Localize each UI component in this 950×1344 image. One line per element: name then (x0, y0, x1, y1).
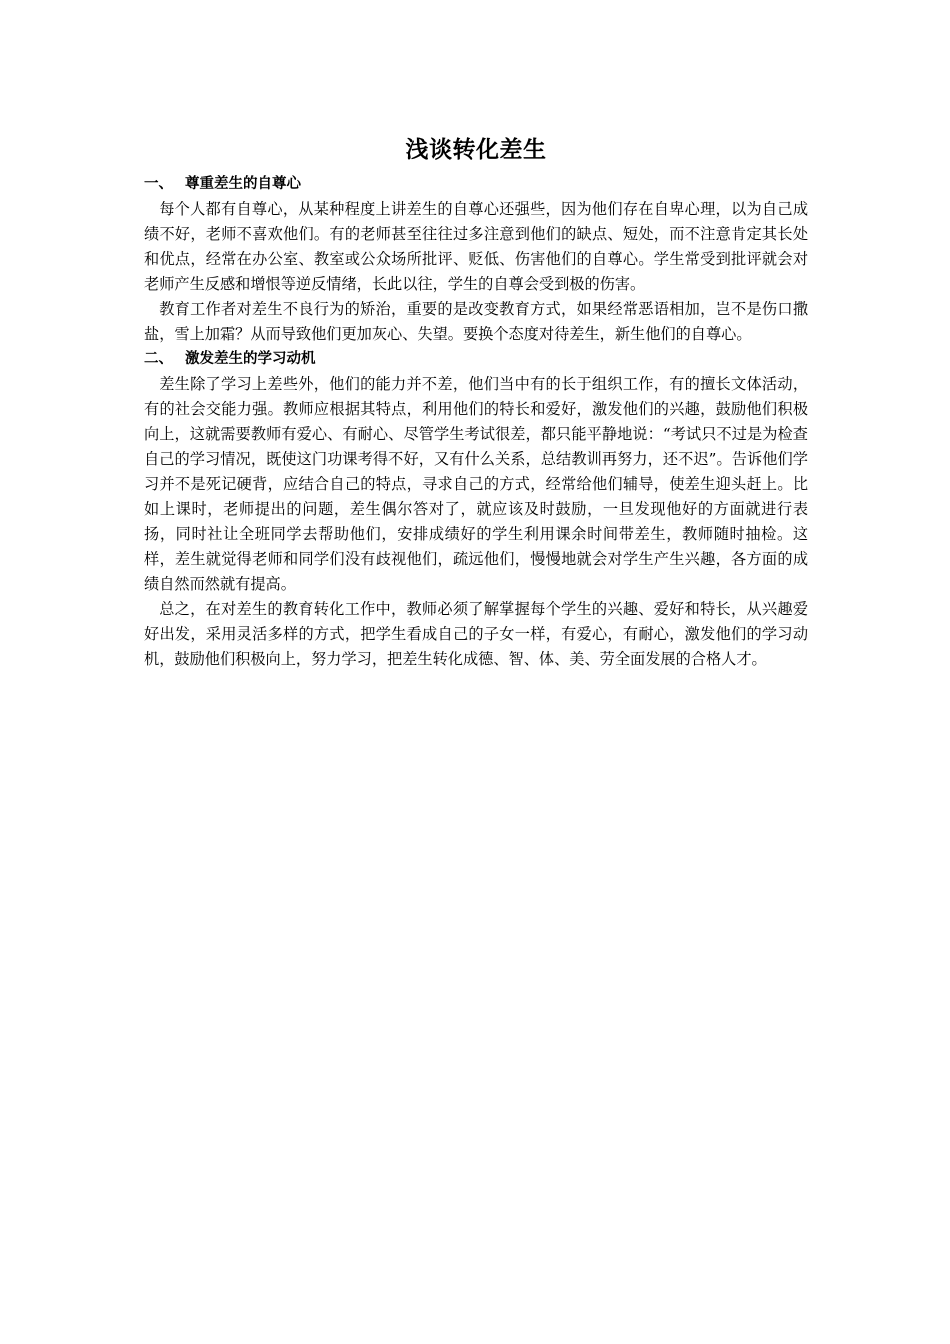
section-number: 一、 (144, 176, 173, 192)
paragraph: 总之，在对差生的教育转化工作中，教师必须了解掌握每个学生的兴趣、爱好和特长，从兴趣爱好出发，采用灵活多样的方式，把学生看成自己的子女一样，有爱心，有耐心，激发他们的学习动机，鼓励他们积极向上，努力学习，把差生转化成德、智、体、美、劳全面发展的合格人才。 (144, 600, 808, 668)
section-1 (144, 172, 808, 347)
section-heading (144, 347, 808, 372)
section-2 (144, 347, 808, 672)
section-heading (144, 172, 808, 197)
paragraph: 教育工作者对差生不良行为的矫治，重要的是改变教育方式，如果经常恶语相加，岂不是伤口撒盐，雪上加霜？从而导致他们更加灰心、失望。要换个态度对待差生，新生他们的自尊心。 (144, 300, 808, 343)
document-body (144, 132, 808, 672)
section-heading-text: 激发差生的学习动机 (185, 351, 316, 367)
paragraph: 每个人都有自尊心，从某种程度上讲差生的自尊心还强些，因为他们存在自卑心理，以为自己成绩不好，老师不喜欢他们。有的老师甚至往往过多注意到他们的缺点、短处，而不注意肯定其长处和优点，经常在办公室、教室或公众场所批评、贬低、伤害他们的自尊心。学生常受到批评就会对老师产生反感和增恨等逆反情绪，长此以往，学生的自尊会受到极的伤害。 (144, 200, 808, 293)
section-heading-text: 尊重差生的自尊心 (185, 176, 301, 192)
section-number: 二、 (144, 351, 173, 367)
paragraph: 差生除了学习上差些外，他们的能力并不差，他们当中有的长于组织工作，有的擅长文体活动，有的社会交能力强。教师应根据其特点，利用他们的特长和爱好，激发他们的兴趣，鼓励他们积极向上，这就需要教师有爱心、有耐心、尽管学生考试很差，都只能平静地说：“考试只不过是为检查自己的学习情况，既使这门功课考得不好，又有什么关系，总结教训再努力，还不迟”。告诉他们学习并不是死记硬背，应结合自己的特点，寻求自己的方式，经常给他们辅导，使差生迎头赶上。比如上课时，老师提出的问题，差生偶尔答对了，就应该及时鼓励，一旦发现他好的方面就进行表扬，同时社让全班同学去帮助他们，安排成绩好的学生利用课余时间带差生，教师随时抽检。这样，差生就觉得老师和同学们没有歧视他们，疏远他们，慢慢地就会对学生产生兴趣，各方面的成绩自然而然就有提高。 (144, 375, 808, 593)
page-title: 浅谈转化差生 (405, 137, 547, 163)
